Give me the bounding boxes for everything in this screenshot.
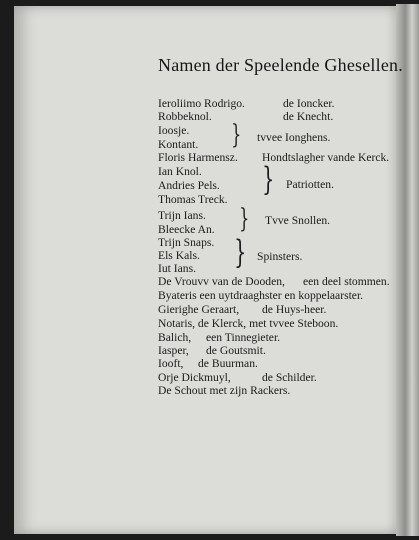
character-name: Balich, bbox=[158, 331, 192, 344]
page-edge bbox=[396, 4, 419, 536]
character-role: de Schilder. bbox=[262, 371, 317, 384]
character-name: Bleecke An. bbox=[158, 223, 215, 236]
character-name: Iut Ians. bbox=[158, 262, 196, 275]
character-role: Hondtslagher vande Kerck. bbox=[262, 151, 390, 164]
character-name: Ioosje. bbox=[158, 124, 190, 137]
character-name: Ieroliimo Rodrigo. bbox=[158, 97, 245, 110]
character-name: De Schout met zijn Rackers. bbox=[158, 384, 291, 397]
character-name: Byateris een uytdraaghster en koppelaarster. bbox=[158, 289, 364, 302]
book-page bbox=[14, 6, 396, 534]
character-name: Thomas Treck. bbox=[158, 193, 228, 206]
character-name: Notaris, de Klerck, met tvvee Steboon. bbox=[158, 317, 339, 330]
brace-icon: } bbox=[239, 204, 250, 234]
character-name: Iooft, bbox=[158, 357, 184, 370]
group-label: Spinsters. bbox=[257, 250, 303, 263]
group-label: tvvee Ionghens. bbox=[257, 131, 331, 144]
character-name: Ian Knol. bbox=[158, 165, 202, 178]
character-name: Trijn Ians. bbox=[158, 209, 206, 222]
character-name: Orje Dickmuyl, bbox=[158, 371, 231, 384]
character-name: Els Kals. bbox=[158, 249, 200, 262]
character-name: Kontant. bbox=[158, 138, 199, 151]
character-role: de Knecht. bbox=[283, 110, 334, 123]
character-role: de Huys-heer. bbox=[262, 303, 327, 316]
group-label: Patriotten. bbox=[286, 178, 334, 191]
character-name: De Vrouvv van de Dooden, bbox=[158, 275, 285, 288]
character-role: een Tinnegieter. bbox=[206, 331, 281, 344]
brace-icon: } bbox=[262, 160, 275, 198]
character-name: Robbeknol. bbox=[158, 110, 212, 123]
character-role: de Buurman. bbox=[198, 357, 258, 370]
character-name: Floris Harmensz. bbox=[158, 151, 238, 164]
character-role: de Goutsmit. bbox=[206, 344, 266, 357]
character-role: een deel stommen. bbox=[303, 275, 390, 288]
page-title: Namen der Speelende Ghesellen. bbox=[158, 55, 403, 75]
character-name: Trijn Snaps. bbox=[158, 236, 215, 249]
character-role: de Ioncker. bbox=[283, 97, 335, 110]
brace-icon: } bbox=[231, 120, 242, 150]
character-name: Andries Pels. bbox=[158, 179, 220, 192]
group-label: Tvve Snollen. bbox=[265, 214, 331, 227]
character-name: Iasper, bbox=[158, 344, 189, 357]
brace-icon: } bbox=[234, 233, 247, 271]
character-name: Gierighe Geraart, bbox=[158, 303, 240, 316]
